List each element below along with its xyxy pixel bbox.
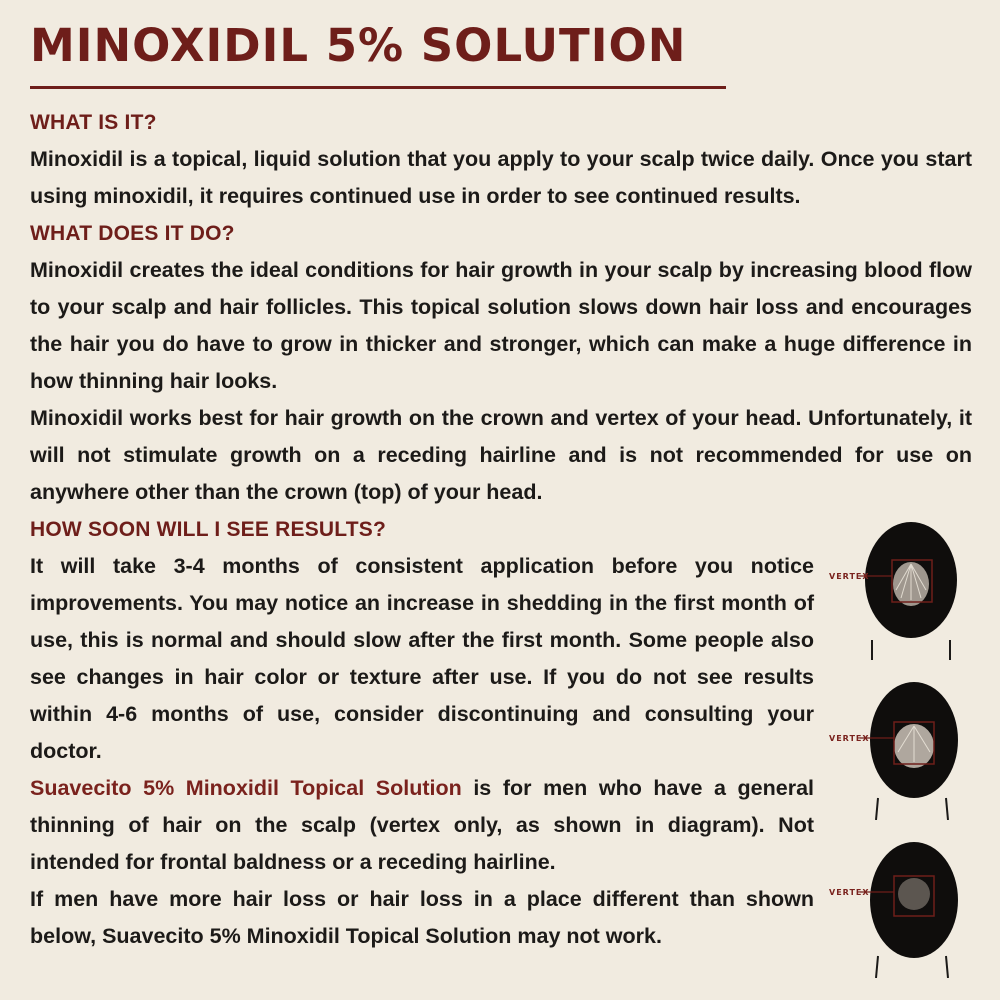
head-top-view-icon [826,520,976,660]
section-heading-what-is-it: WHAT IS IT? [30,111,157,134]
head-top-view-icon [826,680,976,820]
vertex-label: VERTEX [829,734,870,743]
page-title: MINOXIDIL 5% SOLUTION [30,19,687,72]
head-top-view-icon [826,838,976,978]
section-text-what-is-it: Minoxidil is a topical, liquid solution that you apply to your scalp twice daily. Once you start using minoxidil, it requires continued use in order to see continued results. [30,147,972,208]
head-diagram-2 [826,680,976,820]
section-text-disclaimer: If men have more hair loss or hair loss in a place different than shown below, Suavecito 5% Minoxidil Topical Solution may not work. [30,887,814,948]
brand-name: Suavecito 5% Minoxidil Topical Solution [30,776,462,800]
section-text-crown-vertex: Minoxidil works best for hair growth on the crown and vertex of your head. Unfortunately, it will not stimulate growth on a receding hairline and is not recommended for use on anywhere other than the crown (top) of your head. [30,406,972,504]
section-heading-results: HOW SOON WILL I SEE RESULTS? [30,518,386,541]
section-text-what-does-it-do: Minoxidil creates the ideal conditions for hair growth in your scalp by increasing blood flow to your scalp and hair follicles. This topical solution slows down hair loss and encourages the hair you do have to grow in thicker and stronger, which can make a huge difference in how thinning hair looks. [30,258,972,393]
head-diagram-1 [826,520,976,660]
head-diagram-3 [826,838,976,978]
vertex-diagrams [826,520,976,980]
title-divider [30,86,726,89]
vertex-label: VERTEX [829,888,870,897]
product-use-text: is for men who have a general thinning of hair on the scalp (vertex only, as shown in diagram). Not intended for frontal baldness or a receding hairline. [30,776,814,874]
section-text-product-use [30,770,814,881]
vertex-label: VERTEX [829,572,870,581]
section-text-results: It will take 3-4 months of consistent application before you notice improvements. You may notice an increase in shedding in the first month of use, this is normal and should slow after the first month. Some people also see changes in hair color or texture after use. If you do not see results within 4-6 months of use, consider discontinuing and consulting your doctor. [30,554,814,763]
section-heading-what-does-it-do: WHAT DOES IT DO? [30,222,235,245]
